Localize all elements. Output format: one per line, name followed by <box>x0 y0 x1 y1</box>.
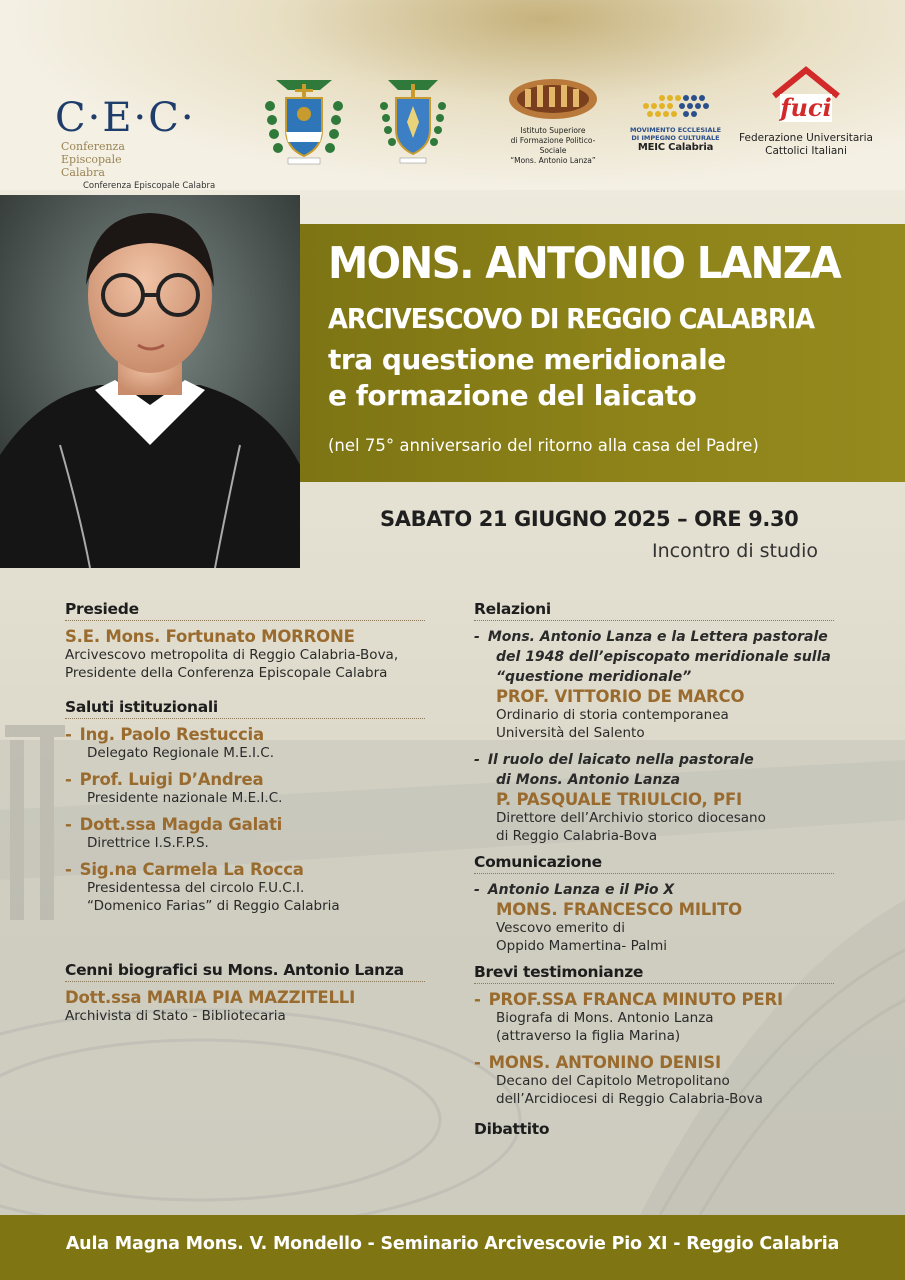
speaker-role: Decano del Capitolo Metropolitano <box>496 1073 730 1089</box>
event-date: SABATO 21 GIUGNO 2025 – ORE 9.30 <box>380 507 799 531</box>
talk-title: del 1948 dell’episcopato meridionale sulla <box>496 649 831 665</box>
testimonianza-entry <box>474 990 834 1045</box>
relazione-entry <box>474 627 834 742</box>
speaker-name: P. PASQUALE TRIULCIO, PFI <box>496 790 742 809</box>
cec-side-line: Conferenza <box>61 140 125 153</box>
relazione-entry <box>474 750 834 845</box>
meic-caption: MOVIMENTO ECCLESIALE <box>629 126 722 134</box>
list-dash: - <box>474 882 480 898</box>
section-heading-relazioni <box>474 600 834 621</box>
saluti-entry <box>65 860 425 915</box>
speaker-role: (attraverso la figlia Marina) <box>496 1028 681 1044</box>
presiede-entry <box>65 627 425 682</box>
section-heading-saluti <box>65 698 425 719</box>
isfps-emblem <box>505 75 601 123</box>
talk-title: Il ruolo del laicato nella pastorale <box>487 752 754 768</box>
meic-name: MEIC Calabria <box>637 142 714 153</box>
speaker-name: Prof. Luigi D’Andrea <box>79 770 264 789</box>
speaker-role: Oppido Mamertina- Palmi <box>496 938 668 954</box>
speaker-name: S.E. Mons. Fortunato MORRONE <box>65 627 355 646</box>
section-heading-cenni <box>65 961 425 982</box>
speaker-role: Arcivescovo metropolita di Reggio Calabria-Bova, <box>65 647 399 663</box>
heading-text: Cenni biografici su Mons. Antonio Lanza <box>65 961 404 979</box>
title-role: ARCIVESCOVO DI REGGIO CALABRIA <box>328 302 814 335</box>
isfps-line: Istituto Superiore <box>520 126 586 135</box>
talk-title: Mons. Antonio Lanza e la Lettera pastorale <box>487 629 828 645</box>
section-heading-comunicazione <box>474 853 834 874</box>
cec-side-line: Calabra <box>61 166 105 179</box>
speaker-name: Ing. Paolo Restuccia <box>79 725 264 744</box>
title-theme <box>328 342 726 414</box>
speaker-name: PROF.SSA FRANCA MINUTO PERI <box>488 990 783 1009</box>
section-heading-presiede <box>65 600 425 621</box>
title-theme-line: tra questione meridionale <box>328 343 726 376</box>
fuci-mark: fuci <box>780 93 832 122</box>
speaker-role: Delegato Regionale M.E.I.C. <box>87 745 275 761</box>
isfps-line: “Mons. Antonio Lanza” <box>510 156 596 165</box>
venue-footer: Aula Magna Mons. V. Mondello - Seminario Arcivescovie Pio XI - Reggio Calabria <box>0 1215 905 1280</box>
isfps-line: di Formazione Politico-Sociale <box>510 136 596 155</box>
list-dash: - <box>65 815 72 834</box>
speaker-role: di Reggio Calabria-Bova <box>496 828 658 844</box>
heading-text: Comunicazione <box>474 853 602 871</box>
cec-side-line: Episcopale <box>61 153 122 166</box>
list-dash: - <box>474 990 481 1009</box>
list-dash: - <box>65 860 72 879</box>
heading-text: Relazioni <box>474 600 551 618</box>
speaker-name: PROF. VITTORIO DE MARCO <box>496 687 745 706</box>
event-subtitle: Incontro di studio <box>652 540 818 562</box>
speaker-role: Presidente della Conferenza Episcopale Calabra <box>65 665 388 681</box>
saluti-entry <box>65 815 425 852</box>
meic-logo <box>618 88 733 153</box>
speaker-role: Università del Salento <box>496 725 645 741</box>
archbishop-crest-right <box>378 72 448 168</box>
speaker-role: Archivista di Stato - Bibliotecaria <box>65 1008 286 1024</box>
speaker-role: dell’Arcidiocesi di Reggio Calabria-Bova <box>496 1091 763 1107</box>
main-title: MONS. ANTONIO LANZA <box>328 238 841 289</box>
list-dash: - <box>474 752 480 768</box>
heading-text: Brevi testimonianze <box>474 963 644 981</box>
speaker-name: MONS. ANTONINO DENISI <box>488 1053 721 1072</box>
program-left-column <box>65 600 425 1033</box>
speaker-name: Dott.ssa Magda Galati <box>79 815 283 834</box>
speaker-name: MONS. FRANCESCO MILITO <box>496 900 742 919</box>
testimonianza-entry <box>474 1053 834 1108</box>
speaker-role: Biografa di Mons. Antonio Lanza <box>496 1010 714 1026</box>
portrait-photo <box>0 195 300 568</box>
saluti-entry <box>65 770 425 807</box>
section-heading-testimonianze <box>474 963 834 984</box>
meic-caption: DI IMPEGNO CULTURALE <box>631 134 720 142</box>
fuci-logo <box>736 66 876 158</box>
list-dash: - <box>474 629 480 645</box>
isfps-logo <box>498 75 608 166</box>
heading-text: Saluti istituzionali <box>65 698 218 716</box>
title-anniversary-note: (nel 75° anniversario del ritorno alla casa del Padre) <box>328 436 759 455</box>
cec-side-text <box>61 140 125 179</box>
speaker-role: “Domenico Farias” di Reggio Calabria <box>87 898 340 914</box>
cenni-entry <box>65 988 425 1025</box>
speaker-role: Presidentessa del circolo F.U.C.I. <box>87 880 305 896</box>
saluti-entry <box>65 725 425 762</box>
program-right-column <box>474 600 834 1146</box>
fuci-emblem <box>766 66 846 128</box>
speaker-name: Dott.ssa MARIA PIA MAZZITELLI <box>65 988 356 1007</box>
cec-subtitle: Conferenza Episcopale Calabra <box>83 181 216 191</box>
section-heading-dibattito: Dibattito <box>474 1120 550 1138</box>
meic-dots-emblem <box>626 88 726 122</box>
speaker-role: Ordinario di storia contemporanea <box>496 707 729 723</box>
speaker-name: Sig.na Carmela La Rocca <box>79 860 304 879</box>
speaker-role: Direttrice I.S.F.P.S. <box>87 835 209 851</box>
list-dash: - <box>65 725 72 744</box>
cec-mark: C·E·C· <box>55 95 196 141</box>
archbishop-crest-left <box>262 72 346 168</box>
list-dash: - <box>65 770 72 789</box>
heading-text: Presiede <box>65 600 139 618</box>
speaker-role: Presidente nazionale M.E.I.C. <box>87 790 283 806</box>
talk-title: “questione meridionale” <box>496 669 692 685</box>
talk-title: Antonio Lanza e il Pio X <box>487 882 675 898</box>
fuci-line: Federazione Universitaria <box>739 132 873 144</box>
title-theme-line: e formazione del laicato <box>328 379 697 412</box>
fuci-line: Cattolici Italiani <box>765 145 847 157</box>
comunicazione-entry <box>474 880 834 955</box>
list-dash: - <box>474 1053 481 1072</box>
talk-title: di Mons. Antonio Lanza <box>496 772 681 788</box>
title-block <box>300 224 905 482</box>
cec-logo <box>55 95 255 191</box>
speaker-role: Direttore dell’Archivio storico diocesano <box>496 810 766 826</box>
speaker-role: Vescovo emerito di <box>496 920 625 936</box>
